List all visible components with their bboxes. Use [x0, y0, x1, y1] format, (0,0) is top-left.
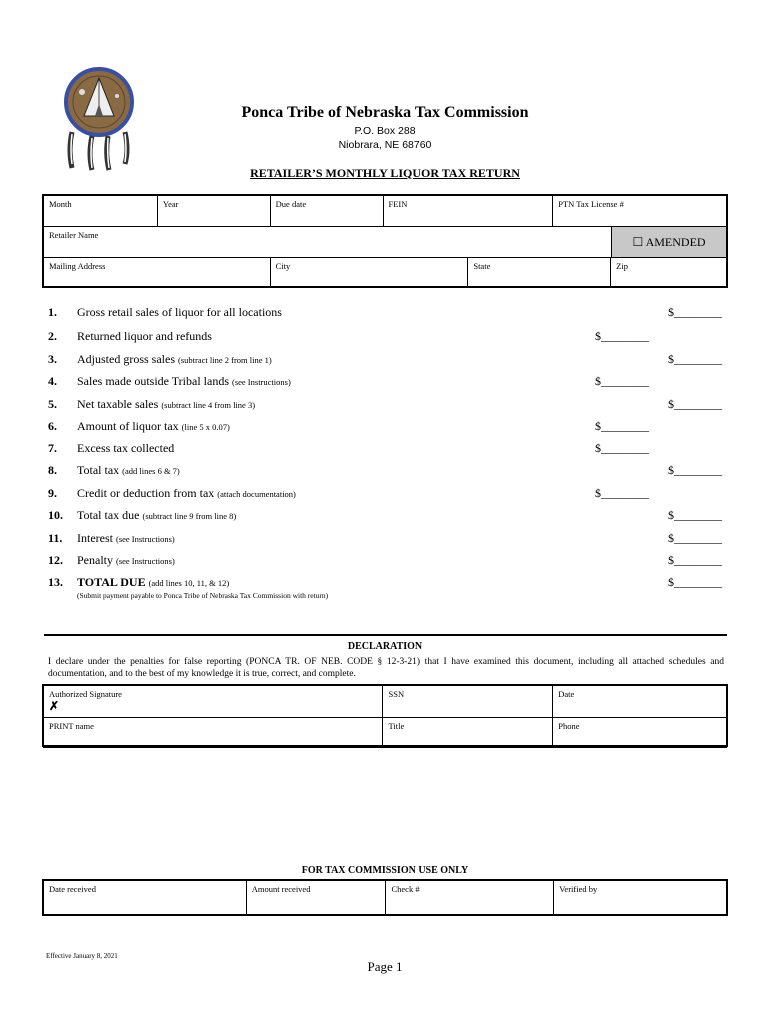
- line-note: (subtract line 4 from line 3): [161, 400, 256, 410]
- line-description: [77, 374, 291, 389]
- line-amount-field[interactable]: $________: [668, 305, 722, 319]
- line-number: 3.: [48, 352, 57, 366]
- line-amount-field[interactable]: $________: [668, 397, 722, 411]
- line-number: 2.: [48, 329, 57, 343]
- line-amount-field[interactable]: $________: [595, 329, 649, 343]
- retailer-info-grid: [43, 195, 727, 227]
- retailer-name-row: [43, 226, 727, 258]
- line-amount-field[interactable]: $________: [595, 419, 649, 433]
- line-number: 10.: [48, 508, 63, 522]
- authorized-signature-label: Authorized Signature: [49, 689, 122, 699]
- city-field[interactable]: City: [270, 258, 468, 288]
- line-label: Total tax due: [77, 508, 140, 522]
- line-number: 13.: [48, 575, 63, 589]
- line-amount-field[interactable]: $________: [595, 441, 649, 455]
- tax-line-7: [48, 441, 728, 461]
- tax-line-11: [48, 531, 728, 551]
- line-description: [77, 508, 236, 523]
- tax-line-1: [48, 305, 728, 325]
- date-field[interactable]: Date: [553, 686, 727, 718]
- line-label: TOTAL DUE: [77, 575, 146, 589]
- mailing-address-field[interactable]: Mailing Address: [44, 258, 271, 288]
- year-field[interactable]: Year: [157, 196, 270, 227]
- signature-grid: [43, 685, 727, 748]
- line-label: Excess tax collected: [77, 441, 175, 455]
- tax-line-8: [48, 463, 728, 483]
- line-note: (subtract line 2 from line 1): [178, 355, 272, 365]
- line-number: 4.: [48, 374, 57, 388]
- amount-received-field[interactable]: Amount received: [246, 881, 386, 916]
- date-received-field[interactable]: Date received: [44, 881, 247, 916]
- tax-line-9: [48, 486, 728, 506]
- amended-checkbox[interactable]: ☐ AMENDED: [612, 227, 727, 258]
- line-label: Returned liquor and refunds: [77, 329, 212, 343]
- line-note: (add lines 10, 11, & 12): [148, 578, 230, 588]
- authorized-signature-field[interactable]: [44, 686, 383, 718]
- line-amount-field[interactable]: $________: [595, 486, 649, 500]
- line-label: Interest: [77, 531, 113, 545]
- phone-field[interactable]: Phone: [553, 718, 727, 748]
- line-note: (line 5 x 0.07): [181, 422, 230, 432]
- tax-line-3: [48, 352, 728, 372]
- commission-title: Ponca Tribe of Nebraska Tax Commission: [241, 104, 529, 121]
- line-note: (see Instructions): [116, 556, 175, 566]
- line-amount-field[interactable]: $________: [668, 575, 722, 589]
- line-amount-field[interactable]: $________: [668, 531, 722, 545]
- ssn-field[interactable]: SSN: [383, 686, 553, 718]
- line-description: [77, 352, 272, 367]
- signature-x-mark: ✗: [49, 699, 60, 713]
- office-use-title: FOR TAX COMMISSION USE ONLY: [301, 865, 469, 876]
- line-number: 5.: [48, 397, 57, 411]
- line-note: (subtract line 9 from line 8): [142, 511, 237, 521]
- address-city: Niobrara, NE 68760: [338, 139, 432, 151]
- check-number-field[interactable]: Check #: [386, 881, 554, 916]
- address-po-box: P.O. Box 288: [354, 125, 416, 137]
- line-number: 1.: [48, 305, 57, 319]
- line-amount-field[interactable]: $________: [668, 352, 722, 366]
- address-row: [43, 257, 727, 288]
- page-number: Page 1: [367, 959, 403, 974]
- line-label: Credit or deduction from tax: [77, 486, 215, 500]
- line-number: 8.: [48, 463, 57, 477]
- fein-field[interactable]: FEIN: [383, 196, 553, 227]
- tax-line-12: [48, 553, 728, 573]
- retailer-name-field[interactable]: Retailer Name: [44, 227, 612, 258]
- zip-field[interactable]: Zip: [611, 258, 727, 288]
- line-label: Adjusted gross sales: [77, 352, 175, 366]
- tax-line-6: [48, 419, 728, 439]
- declaration-title: DECLARATION: [347, 641, 423, 652]
- line-label: Sales made outside Tribal lands: [77, 374, 229, 388]
- line-amount-field[interactable]: $________: [595, 374, 649, 388]
- line-description: [77, 397, 255, 412]
- line-amount-field[interactable]: $________: [668, 553, 722, 567]
- state-field[interactable]: State: [468, 258, 611, 288]
- line-number: 11.: [48, 531, 63, 545]
- due-date-field[interactable]: Due date: [270, 196, 383, 227]
- tax-line-10: [48, 508, 728, 528]
- line-number: 9.: [48, 486, 57, 500]
- line-label: Net taxable sales: [77, 397, 159, 411]
- tax-line-2: [48, 329, 728, 349]
- line-description: [77, 305, 282, 320]
- ptn-license-field[interactable]: PTN Tax License #: [553, 196, 727, 227]
- line-note: (see Instructions): [115, 534, 175, 544]
- tax-line-4: [48, 374, 728, 394]
- office-use-grid: [43, 880, 727, 916]
- line-note: (attach documentation): [217, 489, 296, 499]
- verified-by-field[interactable]: Verified by: [554, 881, 727, 916]
- line-description: [77, 486, 296, 501]
- line-description: [77, 575, 229, 590]
- month-field[interactable]: Month: [44, 196, 158, 227]
- print-name-field[interactable]: PRINT name: [44, 718, 383, 748]
- tax-line-5: [48, 397, 728, 417]
- effective-date: Effective January 8, 2021: [46, 952, 118, 960]
- line-note: (add lines 6 & 7): [122, 466, 180, 476]
- line-description: [77, 441, 174, 456]
- line-note: (see Instructions): [232, 377, 291, 387]
- line-description: [77, 553, 175, 568]
- total-due-subnote: (Submit payment payable to Ponca Tribe of Nebraska Tax Commission with return): [77, 591, 329, 600]
- line-number: 7.: [48, 441, 57, 455]
- line-label: Penalty: [77, 553, 113, 567]
- line-number: 6.: [48, 419, 57, 433]
- declaration-text: I declare under the penalties for false reporting (PONCA TR. OF NEB. CODE § 12-3-21) that I have examined this document, including all attached schedules and documentation, and to the best of my knowledge it is true, correct, and complete.: [48, 657, 724, 679]
- line-label: Gross retail sales of liquor for all locations: [77, 305, 282, 319]
- title-field[interactable]: Title: [383, 718, 553, 748]
- form-title: RETAILER’S MONTHLY LIQUOR TAX RETURN: [250, 166, 520, 180]
- line-label: Amount of liquor tax: [77, 419, 179, 433]
- line-description: [77, 419, 230, 434]
- line-amount-field[interactable]: $________: [668, 463, 722, 477]
- line-number: 12.: [48, 553, 63, 567]
- declaration-rule: [44, 634, 727, 636]
- line-description: [77, 463, 180, 478]
- line-description: [77, 531, 175, 546]
- line-amount-field[interactable]: $________: [668, 508, 722, 522]
- line-description: [77, 329, 212, 344]
- line-label: Total tax: [77, 463, 120, 477]
